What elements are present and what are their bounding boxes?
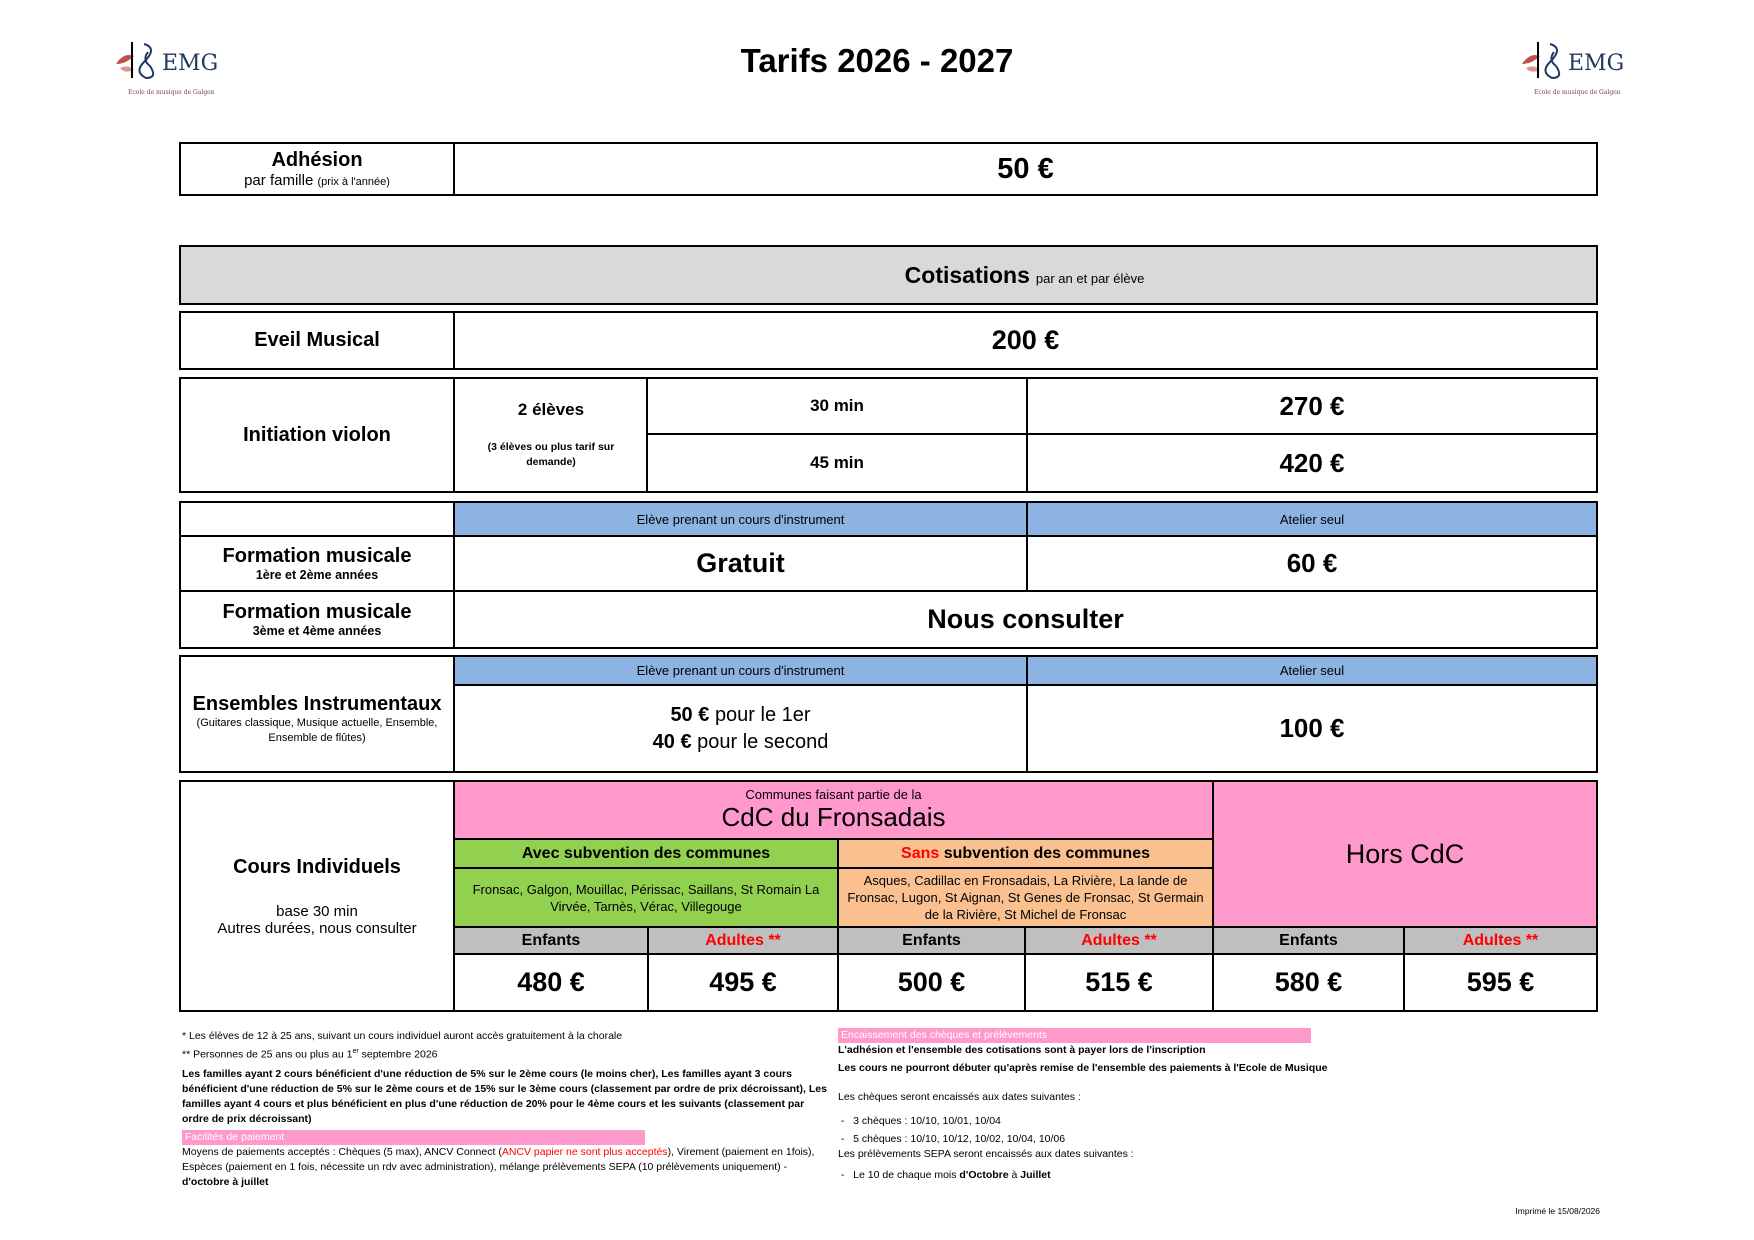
price-sans-adultes: 515 € — [1085, 967, 1153, 997]
ensembles-sub: (Guitares classique, Musique actuelle, Ensemble, Ensemble de flûtes) — [196, 716, 438, 744]
initiation-students-cell — [455, 379, 647, 491]
enc-5cheques-line: - 5 chèques : 10/10, 10/12, 10/02, 10/04, 10/06 — [838, 1133, 1066, 1145]
cours-base: base 30 min — [276, 902, 358, 920]
facilites-red: ANCV papier ne sont plus acceptés — [501, 1145, 668, 1158]
printed-date: Imprimé le 15/08/2026 — [1515, 1206, 1600, 1216]
initiation-label: Initiation violon — [243, 423, 391, 446]
sans-word: Sans — [901, 844, 940, 862]
notes-left — [182, 1029, 832, 1190]
adhesion-table — [179, 142, 1598, 196]
avec-communes: Fronsac, Galgon, Mouillac, Périssac, Saillans, St Romain La Virvée, Tarnès, Vérac, Villegouge — [455, 869, 837, 926]
avec-subvention-header: Avec subvention des communes — [455, 840, 837, 867]
cotisations-header — [179, 245, 1598, 305]
ensembles-atelier-price: 100 € — [1279, 713, 1345, 743]
col-adultes: Adultes ** — [1462, 931, 1539, 949]
adhesion-sublabel: par famille — [244, 172, 314, 189]
formation-header-atelier: Atelier seul — [1028, 503, 1596, 535]
col-enfants: Enfants — [521, 931, 581, 949]
price-sans-enfants: 500 € — [897, 967, 966, 997]
facilites-bold: d'octobre à juillet — [182, 1175, 269, 1188]
enc-cheques: Les chèques seront encaissés aux dates suivantes : — [838, 1091, 1081, 1103]
note-adultes-sup: er — [352, 1048, 359, 1055]
ensembles-price1: 50 € — [670, 703, 710, 726]
initiation-table — [179, 377, 1598, 493]
formation-row1-label-cell — [181, 537, 453, 590]
formation-row2-sub: 3ème et 4ème années — [252, 624, 382, 638]
facilites-a: Moyens de paiements acceptés : Chèques (5 max), ANCV Connect ( — [182, 1145, 502, 1158]
note-reductions: Les familles ayant 2 cours bénéficient d'une réduction de 5% sur le 2ème cours (le moins cher), Les familles ayant 3 cours bénéficient d'une réduction de 5% sur le 2ème cours et de 15% sur le 3ème cours (classement par ordre de prix décroissant), Les familles ayant 4 cours et plus bénéficient en plus d'une réduction de 20% pour le 4ème cours et les suivants (classement par ordre de prix décroissant) — [182, 1067, 827, 1125]
price-avec-adultes: 495 € — [709, 967, 777, 997]
svg-text:Ecole de musique de Galgon: Ecole de musique de Galgon — [128, 89, 215, 96]
cotisations-title: Cotisations — [904, 261, 1030, 288]
cdc-title: CdC du Fronsadais — [721, 802, 946, 832]
adhesion-label-cell — [181, 144, 453, 194]
ensembles-price2-text: pour le second — [697, 730, 829, 753]
enc-sepa-b1: d'Octobre — [959, 1169, 1009, 1181]
cours-autres: Autres durées, nous consulter — [217, 919, 417, 937]
ensembles-price2: 40 € — [652, 730, 692, 753]
sans-subvention-header — [839, 840, 1212, 867]
ensembles-second-line — [653, 729, 829, 756]
enc-3cheques: 3 chèques : 10/10, 10/01, 10/04 — [853, 1115, 1001, 1127]
formation-row1-atelier: 60 € — [1286, 548, 1338, 578]
initiation-duration-30: 30 min — [810, 396, 864, 415]
ensembles-header-atelier: Atelier seul — [1028, 657, 1596, 684]
enc-line1: L'adhésion et l'ensemble des cotisations sont à payer lors de l'inscription — [838, 1044, 1206, 1056]
svg-text:EMG: EMG — [1568, 51, 1625, 76]
cours-table — [179, 780, 1598, 1012]
cours-label-cell — [181, 782, 453, 1010]
adhesion-price: 50 € — [997, 152, 1054, 185]
eveil-price: 200 € — [991, 325, 1060, 355]
ensembles-label: Ensembles Instrumentaux — [192, 692, 442, 715]
svg-text:EMG: EMG — [162, 51, 219, 76]
col-enfants: Enfants — [1279, 931, 1338, 949]
formation-row2-label: Formation musicale — [222, 601, 412, 623]
cotisations-subtitle: par an et par élève — [1035, 270, 1145, 286]
formation-header-instrument: Elève prenant un cours d'instrument — [455, 503, 1026, 535]
note-adultes — [182, 1044, 832, 1063]
enc-sepa-mid: à — [1008, 1169, 1021, 1181]
notes-right — [838, 1028, 1558, 1183]
sans-rest: subvention des communes — [943, 844, 1150, 862]
ensembles-price1-text: pour le 1er — [714, 703, 811, 726]
enc-sepa: Les prélèvements SEPA seront encaissés aux dates suivantes : — [838, 1148, 1134, 1160]
svg-text:Ecole de musique de Galgon: Ecole de musique de Galgon — [1534, 89, 1621, 96]
hors-cdc: Hors CdC — [1214, 782, 1596, 926]
cdc-header — [455, 782, 1212, 838]
initiation-students-note: (3 élèves ou plus tarif sur demande) — [487, 441, 615, 468]
formation-row1-instrument: Gratuit — [696, 548, 785, 578]
initiation-students: 2 élèves — [517, 400, 585, 419]
cotisations-title-line — [181, 247, 1596, 303]
eveil-table — [179, 311, 1598, 370]
initiation-duration-45: 45 min — [810, 453, 864, 472]
formation-row1-sub: 1ère et 2ème années — [255, 568, 379, 582]
facilites-title: Facilités de paiement — [182, 1130, 645, 1145]
facilites-text — [182, 1145, 832, 1190]
formation-row2-label-cell — [181, 592, 453, 647]
ensembles-first-line — [670, 702, 810, 729]
price-hors-adultes: 595 € — [1466, 967, 1535, 997]
note-chorale: * Les élèves de 12 à 25 ans, suivant un cours individuel auront accès gratuitement à la chorale — [182, 1030, 623, 1042]
enc-sepa-b2: Juillet — [1020, 1169, 1051, 1181]
note-adultes-a: ** Personnes de 25 ans ou plus au 1 — [182, 1048, 353, 1061]
ensembles-table — [179, 655, 1598, 773]
encaissement-title: Encaissement des chèques et prélèvements — [838, 1028, 1311, 1043]
initiation-price-45: 420 € — [1279, 447, 1345, 478]
enc-sepa-line: - Le 10 de chaque mois d'Octobre à Juillet — [838, 1169, 1051, 1181]
enc-sepa-a: Le 10 de chaque mois — [853, 1169, 960, 1181]
enc-3cheques-line: - 3 chèques : 10/10, 10/01, 10/04 — [838, 1115, 1001, 1127]
enc-line2: Les cours ne pourront débuter qu'après remise de l'ensemble des paiements à l'Ecole de Musique — [838, 1062, 1328, 1074]
note-adultes-b: septembre 2026 — [358, 1048, 438, 1061]
enc-5cheques: 5 chèques : 10/10, 10/12, 10/02, 10/04, 10/06 — [853, 1133, 1066, 1145]
adhesion-label: Adhésion — [271, 149, 363, 171]
eveil-label: Eveil Musical — [254, 329, 380, 351]
col-adultes: Adultes ** — [1081, 931, 1157, 949]
col-adultes: Adultes ** — [705, 931, 781, 949]
ensembles-header-instrument: Elève prenant un cours d'instrument — [455, 657, 1026, 684]
cdc-pre: Communes faisant partie de la — [745, 787, 922, 802]
ensembles-label-cell — [181, 657, 453, 771]
facilites-b: ), Virement (paiement en 1fois), Espèces (paiement en 1 fois, nécessite un rdv avec administration), mélange prélèvements SEPA (10 prélèvements uniquement) - — [182, 1145, 815, 1173]
formation-row2-value: Nous consulter — [927, 604, 1124, 634]
adhesion-sublabel-line — [244, 172, 390, 189]
formation-table — [179, 501, 1598, 649]
page-title: Tarifs 2026 - 2027 — [740, 42, 1014, 79]
col-enfants: Enfants — [902, 931, 961, 949]
adhesion-note: (prix à l'année) — [317, 176, 390, 188]
sans-communes: Asques, Cadillac en Fronsadais, La Rivière, La lande de Fronsac, Lugon, St Aignan, St Genes de Fronsac, St Germain de la Rivière, St Michel de Fronsac — [839, 869, 1212, 926]
ensembles-instrument-prices — [455, 686, 1026, 771]
price-avec-enfants: 480 € — [517, 967, 585, 997]
cours-label: Cours Individuels — [233, 855, 401, 878]
formation-row1-label: Formation musicale — [222, 545, 412, 567]
price-hors-enfants: 580 € — [1274, 967, 1343, 997]
initiation-price-30: 270 € — [1279, 390, 1345, 421]
